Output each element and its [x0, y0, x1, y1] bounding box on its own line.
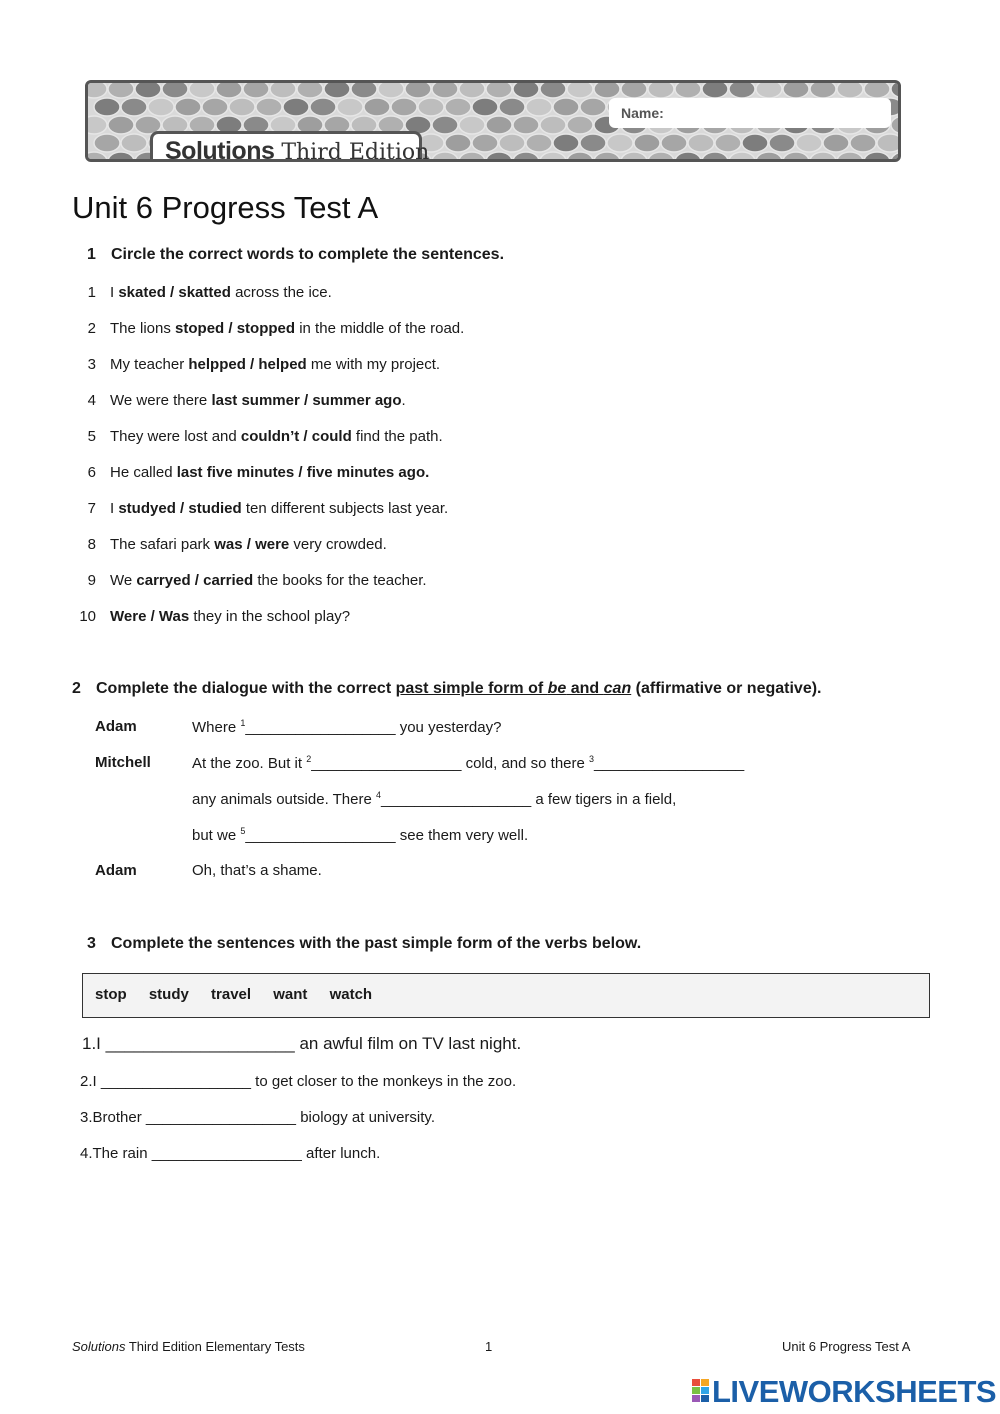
pebble-shape: [567, 116, 593, 134]
pebble-shape: [648, 83, 674, 98]
pebble-shape: [553, 134, 579, 152]
choice-options[interactable]: last five minutes / five minutes ago.: [176, 464, 430, 481]
brand-tab: [150, 131, 430, 162]
word-item: travel: [211, 986, 252, 1003]
pebble-shape: [499, 98, 525, 116]
pebble-shape: [459, 152, 485, 162]
q2-instruction-b: (affirmative or negative).: [631, 680, 822, 697]
pebble-shape: [459, 83, 485, 98]
dialogue-text: any animals outside. There: [192, 791, 376, 808]
pebble-shape: [135, 83, 161, 98]
pebble-shape: [94, 134, 120, 152]
footer-left: [72, 1339, 305, 1354]
pebble-shape: [432, 83, 458, 98]
pebble-shape: [742, 134, 768, 152]
pebble-shape: [256, 98, 282, 116]
pebble-shape: [891, 83, 901, 98]
q3-sentence-2[interactable]: 2.I __________________ to get closer to the monkeys in the zoo.: [80, 1073, 517, 1090]
pebble-shape: [108, 152, 134, 162]
pebble-shape: [540, 116, 566, 134]
pebble-shape: [472, 98, 498, 116]
pebble-shape: [729, 152, 755, 162]
gap-blank-5[interactable]: __________________: [245, 827, 396, 844]
pebble-shape: [769, 134, 795, 152]
pebble-shape: [526, 98, 552, 116]
name-field[interactable]: [609, 98, 891, 128]
dialogue-line-3: [192, 790, 676, 808]
item-text: find the path.: [351, 428, 443, 445]
pebble-shape: [445, 98, 471, 116]
pebble-shape: [729, 83, 755, 98]
dialogue-speaker: Adam: [95, 718, 137, 735]
gap-number: 4: [376, 790, 382, 800]
pebble-shape: [432, 116, 458, 134]
header-banner: [85, 80, 901, 162]
item-text: they in the school play?: [189, 608, 351, 625]
pebble-shape: [580, 98, 606, 116]
pebble-shape: [891, 152, 901, 162]
pebble-shape: [216, 83, 242, 98]
watermark-text: LIVEWORKSHEETS: [712, 1374, 997, 1409]
item-number: 6: [87, 464, 96, 481]
pebble-shape: [351, 83, 377, 98]
item-text: I: [110, 500, 119, 517]
q1-item: [72, 356, 440, 373]
q3-number: 3: [87, 935, 96, 952]
item-text: me with my project.: [306, 356, 441, 373]
pebble-shape: [472, 134, 498, 152]
word-box: [82, 973, 930, 1018]
pebble-shape: [756, 83, 782, 98]
pebble-shape: [756, 152, 782, 162]
choice-options[interactable]: was / were: [214, 536, 290, 553]
q2-instruction-be: be: [547, 680, 567, 697]
gap-blank-4[interactable]: __________________: [381, 791, 532, 808]
pebble-shape: [88, 116, 107, 134]
pebble-shape: [553, 98, 579, 116]
logo-grid-icon: [692, 1379, 710, 1403]
q1-heading: [87, 246, 504, 264]
choice-options[interactable]: couldn’t / could: [240, 428, 352, 445]
item-number: 3: [87, 356, 96, 373]
choice-options[interactable]: helpped / helped: [188, 356, 307, 373]
pebble-shape: [837, 83, 863, 98]
pebble-shape: [783, 83, 809, 98]
pebble-shape: [486, 152, 512, 162]
pebble-shape: [661, 134, 687, 152]
pebble-shape: [540, 83, 566, 98]
item-text: We: [110, 572, 137, 589]
pebble-shape: [864, 83, 890, 98]
dialogue-text: cold, and so there: [461, 755, 590, 772]
pebble-shape: [405, 83, 431, 98]
choice-options[interactable]: carryed / carried: [136, 572, 254, 589]
pebble-shape: [324, 83, 350, 98]
item-number: 10: [79, 608, 96, 625]
item-text: The safari park: [110, 536, 215, 553]
pebble-shape: [634, 134, 660, 152]
q1-item: [72, 608, 350, 625]
item-text: very crowded.: [289, 536, 387, 553]
dialogue-text: a few tigers in a field,: [531, 791, 677, 808]
item-number: 8: [87, 536, 96, 553]
pebble-shape: [175, 98, 201, 116]
pebble-shape: [459, 116, 485, 134]
item-number: 4: [87, 392, 96, 409]
item-text: I: [110, 284, 119, 301]
pebble-shape: [445, 134, 471, 152]
name-label: Name:: [621, 105, 664, 121]
pebble-shape: [580, 134, 606, 152]
item-text: in the middle of the road.: [295, 320, 465, 337]
dialogue-line-1: [192, 718, 501, 736]
choice-options[interactable]: Were / Was: [110, 608, 190, 625]
q1-item: [72, 428, 443, 445]
gap-number: 3: [589, 754, 595, 764]
pebble-shape: [891, 116, 901, 134]
item-number: 5: [87, 428, 96, 445]
q1-item: [72, 464, 429, 481]
brand-logo: [165, 137, 429, 162]
q2-instruction-u1: past simple form of: [395, 680, 548, 697]
q3-sentence-4[interactable]: 4.The rain __________________ after lunch.: [80, 1145, 381, 1162]
pebble-shape: [850, 134, 876, 152]
q3-heading: [87, 935, 641, 953]
q1-instruction: Circle the correct words to complete the sentences.: [111, 246, 505, 263]
pebble-shape: [526, 134, 552, 152]
q1-item: [72, 536, 387, 553]
pebble-shape: [837, 152, 863, 162]
footer-right: Unit 6 Progress Test A: [782, 1339, 911, 1354]
dialogue-text: but we: [192, 827, 241, 844]
item-text: They were lost and: [110, 428, 241, 445]
pebble-shape: [499, 134, 525, 152]
item-text: He called: [110, 464, 177, 481]
pebble-shape: [607, 134, 633, 152]
q1-item: [72, 500, 448, 517]
pebble-shape: [418, 98, 444, 116]
pebble-shape: [594, 152, 620, 162]
footer-series: Solutions: [72, 1339, 126, 1354]
dialogue-line-2: [192, 754, 744, 772]
pebble-shape: [486, 116, 512, 134]
pebble-shape: [513, 83, 539, 98]
q2-number: 2: [72, 680, 81, 697]
word-item: want: [273, 986, 308, 1003]
pebble-shape: [121, 134, 147, 152]
q1-item: [72, 572, 427, 589]
item-text: My teacher: [110, 356, 189, 373]
pebble-shape: [121, 98, 147, 116]
pebble-shape: [486, 83, 512, 98]
pebble-shape: [243, 83, 269, 98]
item-text: across the ice.: [230, 284, 332, 301]
item-text: the books for the teacher.: [253, 572, 427, 589]
dialogue-speaker: Adam: [95, 862, 137, 879]
page-title: Unit 6 Progress Test A: [72, 190, 379, 225]
pebble-shape: [202, 98, 228, 116]
pebble-shape: [823, 134, 849, 152]
pebble-shape: [877, 134, 901, 152]
word-item: watch: [329, 986, 373, 1003]
dialogue-text: Where: [192, 719, 241, 736]
q2-instruction-can: can: [603, 680, 632, 697]
q3-sentence-1[interactable]: 1.I ____________________ an awful film on TV last night.: [82, 1034, 522, 1053]
pebble-shape: [270, 83, 296, 98]
item-text: The lions: [110, 320, 176, 337]
dialogue-speaker: Mitchell: [95, 754, 151, 771]
pebble-shape: [675, 83, 701, 98]
pebble-shape: [513, 152, 539, 162]
gap-number: 2: [306, 754, 312, 764]
pebble-shape: [675, 152, 701, 162]
choice-options[interactable]: skated / skatted: [118, 284, 231, 301]
pebble-shape: [864, 152, 890, 162]
pebble-shape: [94, 98, 120, 116]
pebble-shape: [567, 83, 593, 98]
dialogue-text: see them very well.: [395, 827, 529, 844]
pebble-shape: [796, 134, 822, 152]
q1-item: [72, 392, 406, 409]
pebble-shape: [810, 83, 836, 98]
brand-rest: Third Edition: [281, 140, 430, 162]
pebble-shape: [810, 152, 836, 162]
pebble-shape: [391, 98, 417, 116]
pebble-shape: [594, 83, 620, 98]
item-number: 1: [87, 284, 96, 301]
page-number: 1: [485, 1339, 493, 1354]
pebble-shape: [378, 83, 404, 98]
q1-number: 1: [87, 246, 96, 263]
pebble-shape: [513, 116, 539, 134]
q3-instruction: Complete the sentences with the past simple form of the verbs below.: [111, 935, 642, 952]
pebble-shape: [783, 152, 809, 162]
gap-blank-3[interactable]: __________________: [594, 755, 745, 772]
item-number: 9: [87, 572, 96, 589]
q3-sentence-3[interactable]: 3.Brother __________________ biology at university.: [80, 1109, 435, 1126]
pebble-shape: [648, 152, 674, 162]
gap-number: 5: [240, 826, 246, 836]
pebble-shape: [88, 152, 107, 162]
gap-number: 1: [240, 718, 246, 728]
word-item: stop: [95, 986, 127, 1003]
q2-instruction-u2: and: [566, 680, 604, 697]
word-list: [95, 986, 390, 1003]
word-item: study: [148, 986, 189, 1003]
pebble-shape: [621, 83, 647, 98]
pebble-shape: [540, 152, 566, 162]
gap-blank-1[interactable]: __________________: [245, 719, 396, 736]
item-text: ten different subjects last year.: [241, 500, 449, 517]
q2-instruction-a: Complete the dialogue with the correct: [96, 680, 396, 697]
brand-bold: Solutions: [165, 137, 275, 162]
dialogue-text: you yesterday?: [395, 719, 502, 736]
pebble-shape: [297, 83, 323, 98]
pebble-shape: [702, 83, 728, 98]
q1-item: [72, 284, 332, 301]
dialogue-text: At the zoo. But it: [192, 755, 307, 772]
pebble-shape: [567, 152, 593, 162]
pebble-shape: [162, 83, 188, 98]
choice-options[interactable]: last summer / summer ago: [211, 392, 402, 409]
pebble-shape: [688, 134, 714, 152]
pebble-shape: [364, 98, 390, 116]
choice-options[interactable]: stoped / stopped: [175, 320, 296, 337]
pebble-shape: [621, 152, 647, 162]
item-number: 7: [87, 500, 96, 517]
pebble-shape: [108, 116, 134, 134]
dialogue-line-4: [192, 826, 528, 844]
pebble-shape: [715, 134, 741, 152]
pebble-shape: [310, 98, 336, 116]
gap-blank-2[interactable]: __________________: [311, 755, 462, 772]
q1-item: [72, 320, 464, 337]
pebble-shape: [148, 98, 174, 116]
q2-instruction-underline: [396, 680, 632, 697]
pebble-shape: [432, 152, 458, 162]
pebble-shape: [189, 83, 215, 98]
pebble-shape: [108, 83, 134, 98]
footer-book: Third Edition Elementary Tests: [125, 1339, 305, 1354]
pebble-shape: [229, 98, 255, 116]
dialogue-line-5: Oh, that’s a shame.: [192, 862, 322, 879]
q2-heading: [72, 680, 822, 698]
pebble-shape: [337, 98, 363, 116]
item-text: We were there: [110, 392, 212, 409]
item-text: .: [401, 392, 406, 409]
pebble-shape: [283, 98, 309, 116]
pebble-shape: [88, 83, 107, 98]
choice-options[interactable]: studyed / studied: [118, 500, 242, 517]
pebble-shape: [702, 152, 728, 162]
item-number: 2: [87, 320, 96, 337]
